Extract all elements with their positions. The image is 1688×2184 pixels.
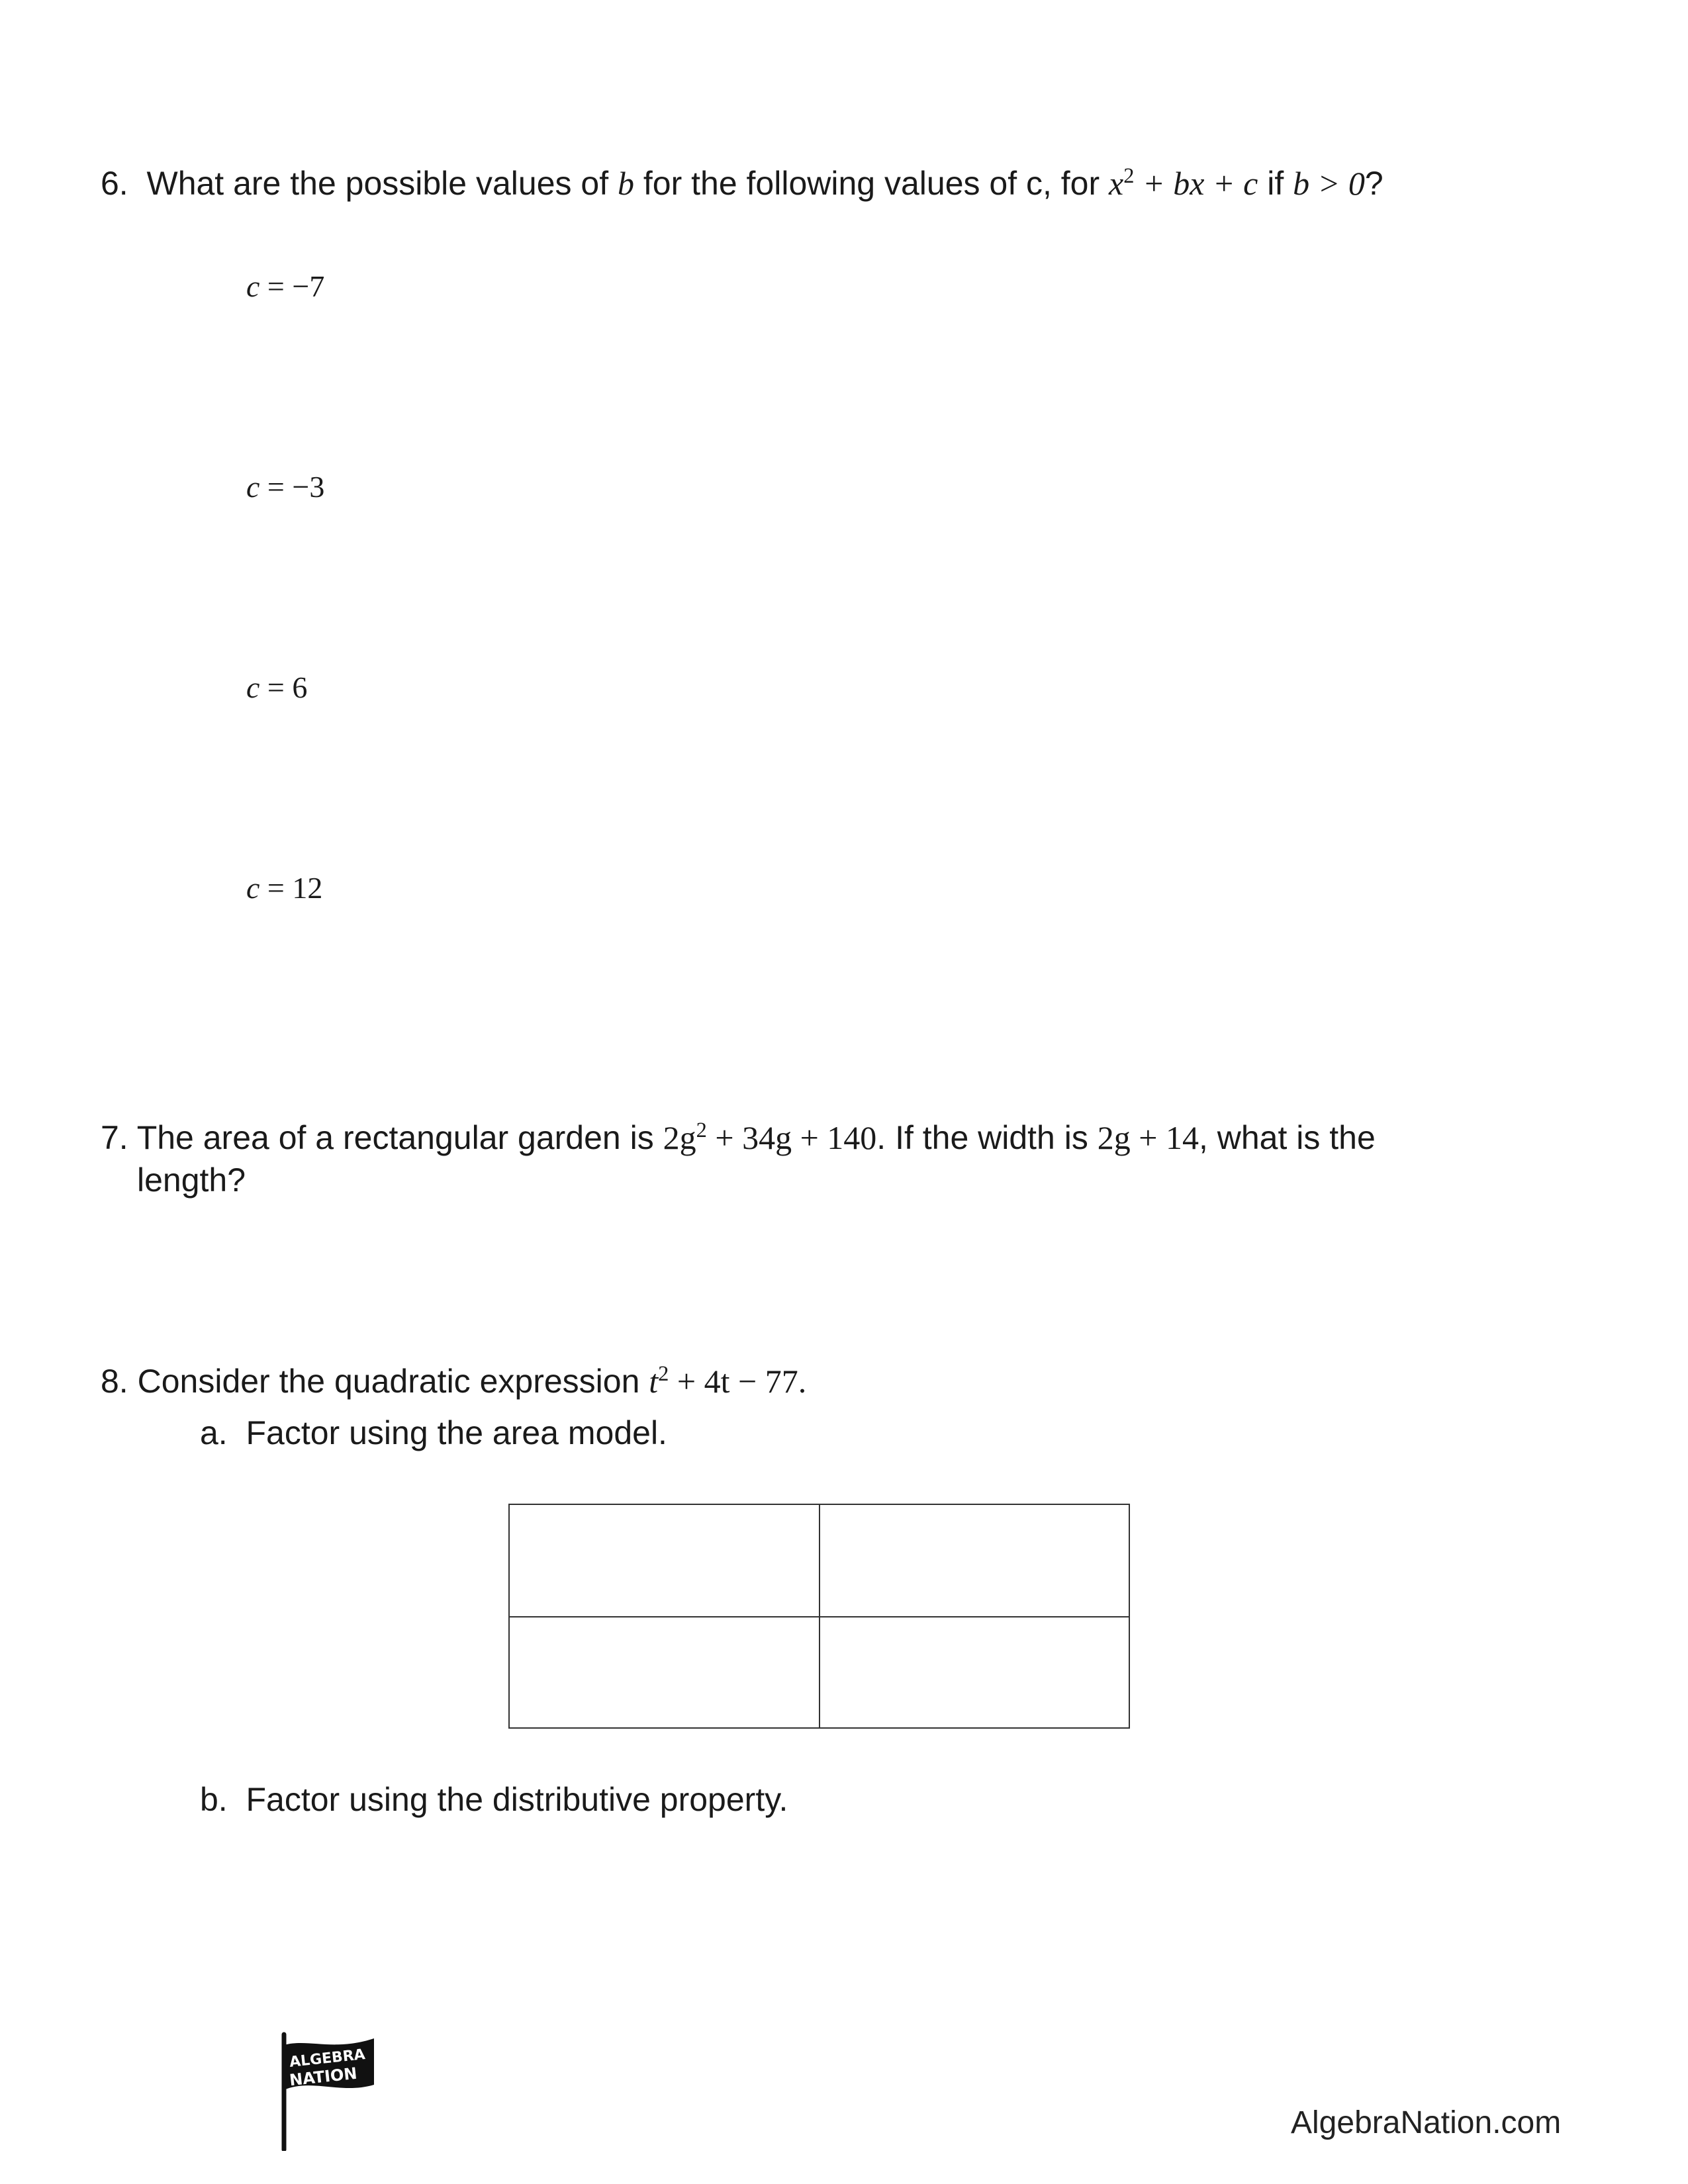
logo-text-line2: NATION xyxy=(288,2064,358,2090)
math-var: c xyxy=(246,269,260,303)
math-eq: = xyxy=(259,670,293,704)
math-var: t xyxy=(649,1363,659,1400)
logo-text-line1: ALGEBRA xyxy=(289,2046,366,2071)
part-text: Factor using the area model. xyxy=(246,1414,667,1451)
math-exponent: 2 xyxy=(658,1362,669,1387)
math-var: c xyxy=(246,470,260,504)
math-expr: + 4t − 77 xyxy=(669,1363,798,1400)
math-exponent: 2 xyxy=(1123,164,1135,189)
part-text: Factor using the distributive property. xyxy=(246,1781,788,1818)
c-value-item xyxy=(246,269,324,304)
question-number: 7. xyxy=(101,1119,128,1156)
question-text: Consider the quadratic expression xyxy=(137,1363,649,1400)
area-model-cell[interactable] xyxy=(510,1505,819,1616)
question-text: if xyxy=(1258,165,1293,202)
area-model-cell[interactable] xyxy=(820,1617,1129,1727)
site-url: AlgebraNation.com xyxy=(1291,2105,1562,2140)
math-expr: + 34g + 140 xyxy=(706,1119,877,1156)
question-mark: ? xyxy=(1364,165,1383,202)
area-model-cell[interactable] xyxy=(820,1505,1129,1616)
math-value: 12 xyxy=(292,871,323,905)
math-value: 6 xyxy=(292,670,308,704)
part-a xyxy=(200,1414,667,1452)
math-value: −7 xyxy=(292,269,325,303)
math-expr: 2g + 14 xyxy=(1097,1119,1199,1156)
part-b xyxy=(200,1780,788,1819)
question-8 xyxy=(101,1362,806,1400)
c-value-item xyxy=(246,670,307,705)
part-label: a. xyxy=(200,1414,228,1451)
math-eq: = xyxy=(259,269,293,303)
question-number: 6. xyxy=(101,165,128,202)
math-exponent: 2 xyxy=(696,1118,707,1143)
math-eq: = xyxy=(259,470,293,504)
c-value-item xyxy=(246,469,324,504)
c-value-item xyxy=(246,870,322,905)
math-condition: b > 0 xyxy=(1293,165,1365,202)
question-6 xyxy=(101,164,1383,203)
area-model-grid xyxy=(508,1504,1130,1729)
period: . xyxy=(798,1363,807,1400)
question-7 xyxy=(101,1118,1376,1157)
question-7-line2: length? xyxy=(137,1161,246,1199)
question-text: for the following values of c, for xyxy=(634,165,1109,202)
algebra-nation-logo xyxy=(275,2032,381,2151)
math-value: −3 xyxy=(292,470,325,504)
math-expr: 2g xyxy=(663,1119,696,1156)
math-var: b xyxy=(618,165,634,202)
math-eq: = xyxy=(259,871,293,905)
question-text: The area of a rectangular garden is xyxy=(136,1119,663,1156)
part-label: b. xyxy=(200,1781,228,1818)
math-expr: + bx + c xyxy=(1134,165,1258,202)
question-text: . If the width is xyxy=(876,1119,1098,1156)
question-text: What are the possible values of xyxy=(146,165,618,202)
math-var: c xyxy=(246,871,260,905)
question-number: 8. xyxy=(101,1363,128,1400)
math-var: x xyxy=(1109,165,1124,202)
area-model-cell[interactable] xyxy=(510,1617,819,1727)
math-var: c xyxy=(246,670,260,704)
question-text: , what is the xyxy=(1198,1119,1376,1156)
